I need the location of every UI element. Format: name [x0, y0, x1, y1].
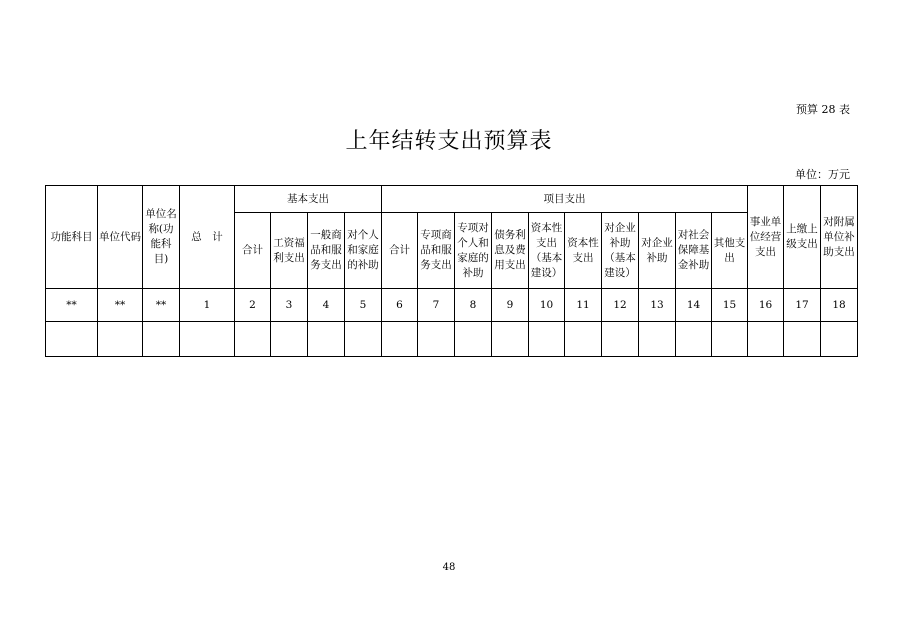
header-basic-sub: 工资福利支出 — [271, 213, 308, 289]
column-number-cell: 3 — [271, 289, 308, 322]
unit-label: 单位：万元 — [795, 168, 850, 181]
data-cell — [180, 322, 235, 357]
column-number-cell: 8 — [455, 289, 492, 322]
data-cell — [235, 322, 271, 357]
header-business-operation: 事业单位经营支出 — [748, 186, 784, 289]
data-cell — [308, 322, 345, 357]
header-project-expenditure: 项目支出 — [382, 186, 748, 213]
data-cell — [418, 322, 455, 357]
data-cell — [748, 322, 784, 357]
header-basic-sub: 对个人和家庭的补助 — [345, 213, 382, 289]
header-project-sub: 对企业补助（基本建设） — [602, 213, 639, 289]
header-total: 总 计 — [180, 186, 235, 289]
column-number-cell: ** — [98, 289, 143, 322]
data-cell — [712, 322, 748, 357]
header-subsidiary-grant: 对附属单位补助支出 — [821, 186, 858, 289]
data-cell — [455, 322, 492, 357]
column-number-cell: 1 — [180, 289, 235, 322]
header-project-sub: 资本性支出 — [565, 213, 602, 289]
data-cell — [46, 322, 98, 357]
column-number-cell: 11 — [565, 289, 602, 322]
column-number-cell: 14 — [676, 289, 712, 322]
header-function-subject: 功能科目 — [46, 186, 98, 289]
budget-table — [45, 185, 858, 357]
form-number: 预算 28 表 — [796, 103, 850, 116]
header-project-sub: 专项对个人和家庭的补助 — [455, 213, 492, 289]
column-number-cell: 7 — [418, 289, 455, 322]
header-basic-sub: 一般商品和服务支出 — [308, 213, 345, 289]
data-cell — [565, 322, 602, 357]
header-project-sub: 合计 — [382, 213, 418, 289]
column-number-cell: 9 — [492, 289, 529, 322]
column-number-cell: 6 — [382, 289, 418, 322]
page-number: 48 — [442, 562, 456, 573]
header-remit-superior: 上缴上级支出 — [784, 186, 821, 289]
column-number-cell: 15 — [712, 289, 748, 322]
data-cell — [271, 322, 308, 357]
column-number-cell: 4 — [308, 289, 345, 322]
column-number-cell: 18 — [821, 289, 858, 322]
header-project-sub: 对企业补助 — [639, 213, 676, 289]
column-number-row — [46, 289, 858, 322]
column-number-cell: 16 — [748, 289, 784, 322]
data-cell — [98, 322, 143, 357]
column-number-cell: 12 — [602, 289, 639, 322]
column-number-cell: 2 — [235, 289, 271, 322]
header-project-sub: 其他支出 — [712, 213, 748, 289]
column-number-cell: 5 — [345, 289, 382, 322]
data-cell — [821, 322, 858, 357]
header-basic-expenditure: 基本支出 — [235, 186, 382, 213]
column-number-cell: 13 — [639, 289, 676, 322]
header-unit-code: 单位代码 — [98, 186, 143, 289]
column-number-cell: 17 — [784, 289, 821, 322]
header-unit-name: 单位名称(功能科目) — [143, 186, 180, 289]
data-cell — [345, 322, 382, 357]
data-cell — [784, 322, 821, 357]
data-cell — [492, 322, 529, 357]
column-number-cell: ** — [143, 289, 180, 322]
column-number-cell: 10 — [529, 289, 565, 322]
data-row — [46, 322, 858, 357]
data-cell — [602, 322, 639, 357]
data-cell — [639, 322, 676, 357]
data-cell — [382, 322, 418, 357]
header-basic-sub: 合计 — [235, 213, 271, 289]
header-project-sub: 资本性支出（基本建设） — [529, 213, 565, 289]
column-number-cell: ** — [46, 289, 98, 322]
header-project-sub: 债务利息及费用支出 — [492, 213, 529, 289]
header-project-sub: 对社会保障基金补助 — [676, 213, 712, 289]
header-project-sub: 专项商品和服务支出 — [418, 213, 455, 289]
data-cell — [529, 322, 565, 357]
data-cell — [676, 322, 712, 357]
data-cell — [143, 322, 180, 357]
page-title: 上年结转支出预算表 — [345, 129, 553, 154]
